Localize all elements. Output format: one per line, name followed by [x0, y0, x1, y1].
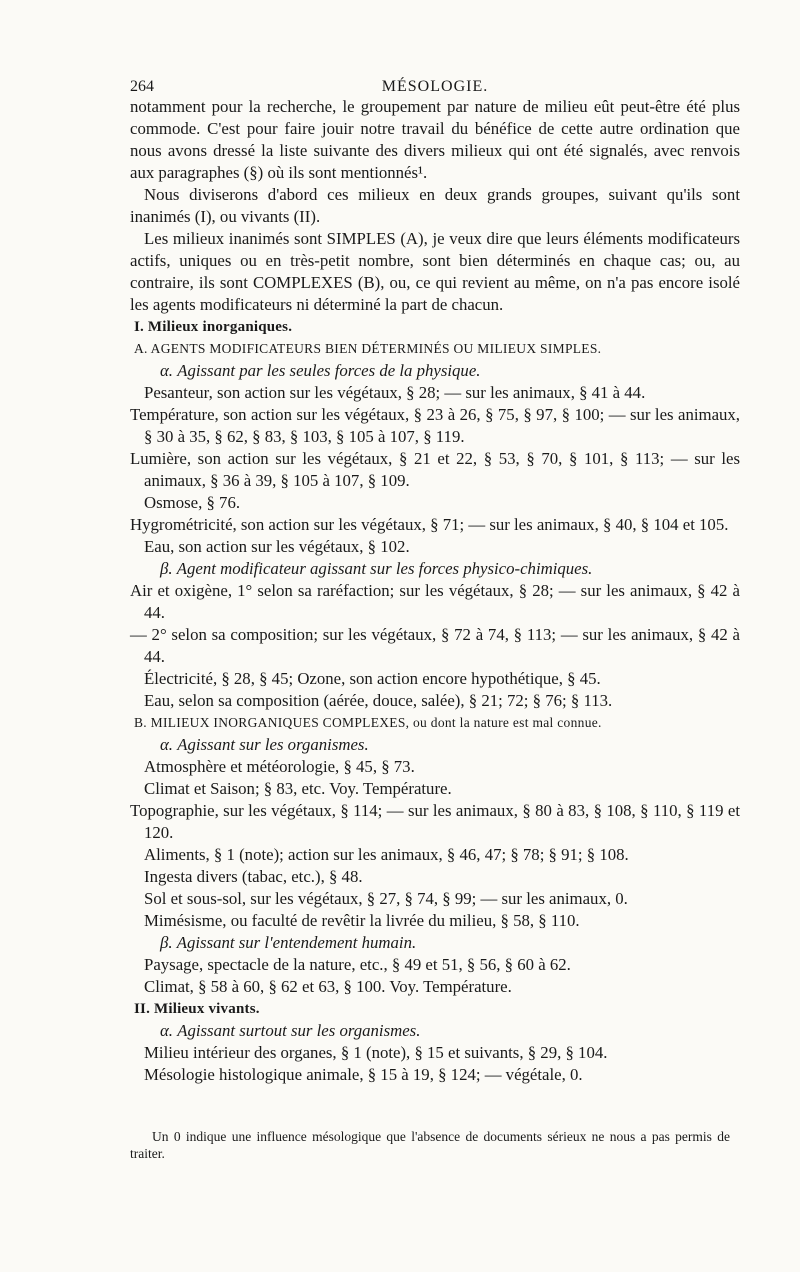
page-body: [130, 68, 740, 1086]
entry-pesanteur: Pesanteur, son action sur les végétaux, § 28; — sur les animaux, § 41 à 44.: [144, 383, 646, 402]
alpha-heading-surtout: α. Agissant surtout sur les organismes.: [160, 1021, 421, 1040]
entry-air-composition: — 2° selon sa composition; sur les végétaux, § 72 à 74, § 113; — sur les animaux, § 42 à 44.: [130, 625, 740, 666]
entry-osmose: Osmose, § 76.: [144, 493, 241, 512]
entry-hygrometricite: Hygrométricité, son action sur les végétaux, § 71; — sur les animaux, § 40, § 104 et 105.: [130, 515, 729, 534]
intro-paragraph-1: notamment pour la recherche, le groupement par nature de milieu eût peut-être été plus commode. C'est pour faire jouir notre travail du bénéfice de cette autre ordination que nous avons dressé la liste suivante des divers milieux qui ont été signalés, avec renvois aux paragraphes (§) où ils sont mentionnés¹.: [130, 97, 740, 182]
page-number: 264: [130, 78, 154, 95]
section-heading-inorganic: I. Milieux inorganiques.: [134, 319, 293, 335]
footnote: Un 0 indique une influence mésologique que l'absence de documents sérieux ne nous a pas permis de traiter.: [130, 1129, 730, 1161]
beta-heading-entendement: β. Agissant sur l'entendement humain.: [160, 933, 417, 952]
entry-milieu-interieur: Milieu intérieur des organes, § 1 (note), § 15 et suivants, § 29, § 104.: [144, 1043, 608, 1062]
entry-eau-composition: Eau, selon sa composition (aérée, douce, salée), § 21; 72; § 76; § 113.: [144, 691, 613, 710]
alpha-heading-organismes: α. Agissant sur les organismes.: [160, 735, 369, 754]
entry-aliments: Aliments, § 1 (note); action sur les animaux, § 46, 47; § 78; § 91; § 108.: [144, 845, 629, 864]
alpha-heading-physics: α. Agissant par les seules forces de la physique.: [160, 361, 481, 380]
subsection-heading-complex: B. MILIEUX INORGANIQUES COMPLEXES, ou dont la nature est mal connue.: [134, 715, 602, 730]
intro-paragraph-3: Les milieux inanimés sont SIMPLES (A), je veux dire que leurs éléments modificateurs actifs, uniques ou en très-petit nombre, sont bien déterminés en chaque cas; ou, au contraire, ils sont COMPLEXES (B), ou, ce qui revient au même, on n'a pas encore isolé les agents modificateurs ni déterminé la part de chacun.: [130, 229, 740, 314]
entry-ingesta: Ingesta divers (tabac, etc.), § 48.: [144, 867, 363, 886]
entry-temperature: Température, son action sur les végétaux, § 23 à 26, § 75, § 97, § 100; — sur les animaux, § 30 à 35, § 62, § 83, § 103, § 105 à 107, § 119.: [130, 405, 740, 446]
entry-climat-saison: Climat et Saison; § 83, etc. Voy. Température.: [144, 779, 452, 798]
entry-sol: Sol et sous-sol, sur les végétaux, § 27, § 74, § 99; — sur les animaux, 0.: [144, 889, 628, 908]
beta-heading-physico-chimiques: β. Agent modificateur agissant sur les forces physico-chimiques.: [160, 559, 593, 578]
entry-lumiere: Lumière, son action sur les végétaux, § 21 et 22, § 53, § 70, § 101, § 113; — sur les animaux, § 36 à 39, § 105 à 107, § 109.: [130, 449, 740, 490]
running-title: MÉSOLOGIE.: [381, 78, 489, 95]
entry-paysage: Paysage, spectacle de la nature, etc., § 49 et 51, § 56, § 60 à 62.: [144, 955, 571, 974]
section-heading-living: II. Milieux vivants.: [134, 1001, 260, 1017]
entry-atmosphere: Atmosphère et météorologie, § 45, § 73.: [144, 757, 415, 776]
entry-topographie: Topographie, sur les végétaux, § 114; — sur les animaux, § 80 à 83, § 108, § 110, § 119 et 120.: [130, 801, 740, 842]
subsection-heading-simple: A. AGENTS MODIFICATEURS BIEN DÉTERMINÉS OU MILIEUX SIMPLES.: [134, 341, 602, 356]
intro-paragraph-2: Nous diviserons d'abord ces milieux en deux grands groupes, suivant qu'ils sont inanimés (I), ou vivants (II).: [130, 185, 740, 226]
entry-climat: Climat, § 58 à 60, § 62 et 63, § 100. Voy. Température.: [144, 977, 512, 996]
entry-mimesisme: Mimésisme, ou faculté de revêtir la livrée du milieu, § 58, § 110.: [144, 911, 580, 930]
entry-electricite: Électricité, § 28, § 45; Ozone, son action encore hypothétique, § 45.: [144, 669, 601, 688]
entry-mesologie-histologique: Mésologie histologique animale, § 15 à 19, § 124; — végétale, 0.: [144, 1065, 583, 1084]
page-header: [130, 68, 740, 96]
entry-eau-action: Eau, son action sur les végétaux, § 102.: [144, 537, 410, 556]
entry-air-oxigene: Air et oxigène, 1° selon sa raréfaction; sur les végétaux, § 28; — sur les animaux, § 42 à 44.: [130, 581, 740, 622]
